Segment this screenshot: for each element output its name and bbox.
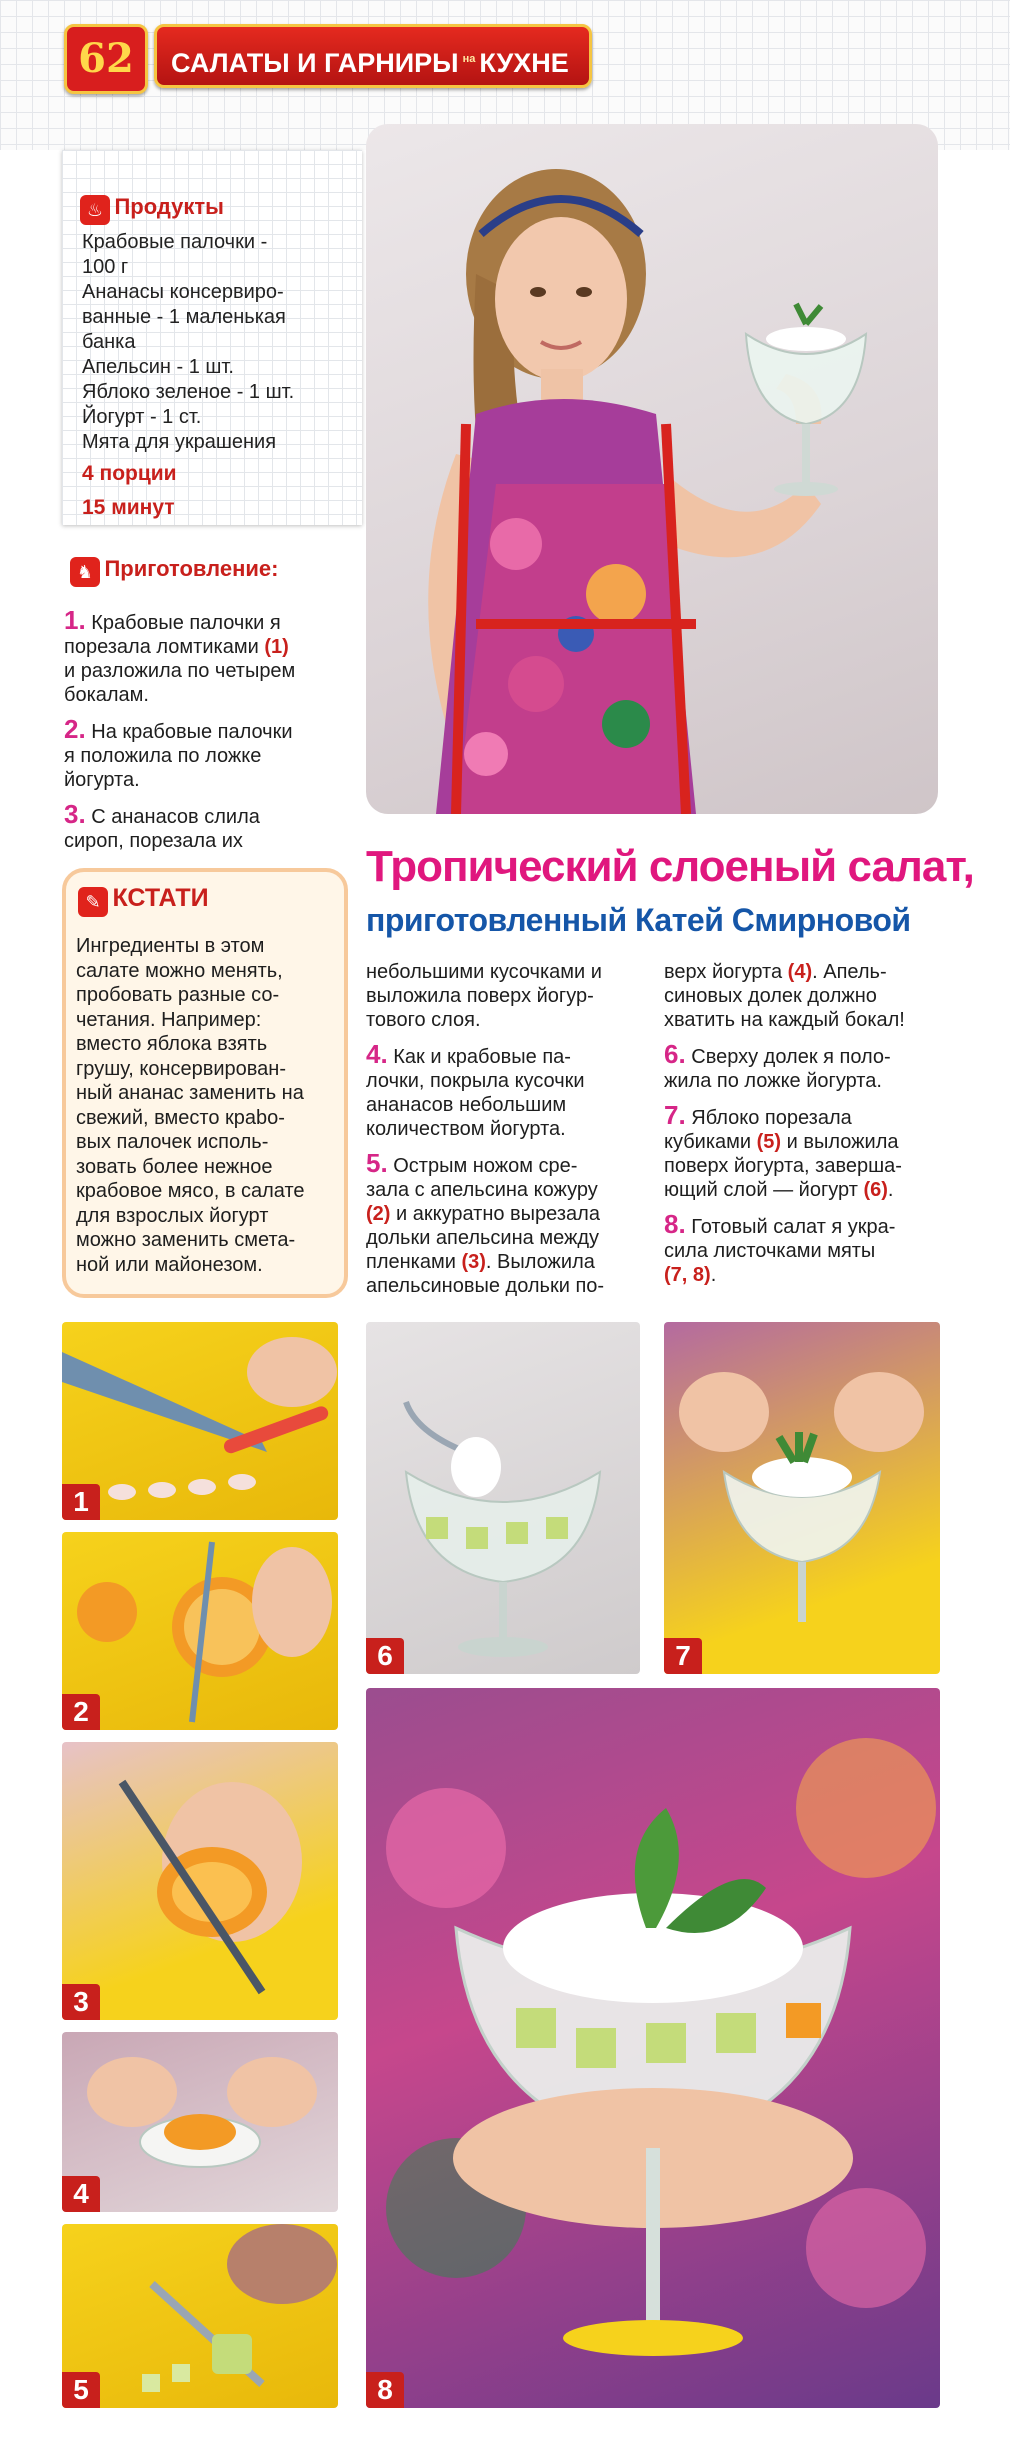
kstati-box	[62, 868, 348, 1298]
step-2-line-a	[64, 714, 354, 744]
step-photo-label: 8	[366, 2372, 404, 2408]
orange-slices-in-glass-illustration	[62, 2032, 338, 2212]
step-photo-label: 7	[664, 1638, 702, 1674]
adding-mint-illustration	[664, 1322, 940, 1674]
bowl-icon: ♨	[80, 195, 110, 225]
products-heading: Продукты	[114, 194, 224, 219]
step-text: С ананасов слила	[91, 806, 260, 828]
prep-heading-row	[70, 556, 278, 587]
step-number: 7.	[664, 1100, 686, 1130]
section-title: САЛАТЫ И ГАРНИРЫ	[171, 48, 459, 78]
product-line: банка	[82, 331, 136, 353]
step-photo-label: 3	[62, 1984, 100, 2020]
recipe-title: Тропический слоеный салат,	[366, 842, 974, 891]
recipe-subtitle: приготовленный Катей Смирновой	[366, 902, 911, 938]
step-1-line-d: бокалам.	[64, 684, 149, 706]
section-banner	[154, 24, 592, 88]
product-line: ванные - 1 маленькая	[82, 306, 286, 328]
text-line: количеством йогурта.	[366, 1118, 566, 1140]
page-number-badge: 62	[64, 24, 148, 94]
step-1-line-c: и разложила по четырем	[64, 660, 296, 682]
step-photo-label: 6	[366, 1638, 404, 1674]
section-tail: КУХНЕ	[479, 48, 569, 78]
step-7-line-d	[664, 1178, 954, 1202]
step-2-line-c: йогурта.	[64, 769, 140, 791]
photo-ref: (5)	[756, 1131, 782, 1153]
step-number: 5.	[366, 1148, 388, 1178]
products-heading-row	[80, 194, 224, 225]
product-line: Яблоко зеленое - 1 шт.	[82, 381, 295, 403]
kstati-line: зовать более нежное	[76, 1155, 273, 1178]
spooning-yogurt-illustration	[366, 1322, 640, 1674]
step-text: На крабовые палочки	[91, 721, 293, 743]
step-3-line-b: сироп, порезала их	[64, 830, 243, 852]
cutting-apple-illustration	[62, 2224, 338, 2408]
text-column-2	[366, 960, 656, 1298]
step-number: 3.	[64, 799, 86, 829]
text-line: выложила поверх йогур-	[366, 985, 594, 1007]
step-4-line-a	[366, 1039, 656, 1069]
girl-illustration	[366, 124, 938, 814]
photo-ref: (4)	[787, 961, 813, 983]
step-number: 2.	[64, 714, 86, 744]
step-photo-label: 1	[62, 1484, 100, 1520]
text-line: небольшими кусочками и	[366, 961, 602, 983]
kstati-line: свежий, вместо краbo-	[76, 1106, 285, 1129]
knife-crab-sticks-illustration	[62, 1322, 338, 1520]
step-8-line-c	[664, 1263, 954, 1287]
cutting-orange-segments-illustration	[62, 1742, 338, 2020]
step-text: Как и крабовые па-	[393, 1046, 571, 1068]
products-list	[82, 230, 362, 455]
step-5-line-a	[366, 1148, 656, 1178]
kstati-text	[76, 934, 346, 1277]
step-number: 6.	[664, 1039, 686, 1069]
step-number: 8.	[664, 1209, 686, 1239]
text-line: жила по ложке йогурта.	[664, 1070, 882, 1092]
step-1-line-a	[64, 605, 354, 635]
step-photo-label: 2	[62, 1694, 100, 1730]
text-line: сила листочками мяты	[664, 1240, 876, 1262]
step-photo-6	[366, 1322, 640, 1674]
col3-line-1	[664, 960, 954, 984]
kstati-heading-row	[78, 884, 209, 917]
products-card	[62, 150, 362, 525]
step-6-line-a	[664, 1039, 954, 1069]
step-number: 1.	[64, 605, 86, 635]
text-line: дольки апельсина между	[366, 1227, 600, 1249]
kstati-line: ный ананас заменить на	[76, 1082, 304, 1104]
kstati-line: можно заменить смета-	[76, 1229, 296, 1251]
photo-ref: (1)	[264, 636, 289, 658]
text-line: лочки, покрыла кусочки	[366, 1070, 585, 1092]
kstati-line: ной или майонезом.	[76, 1253, 263, 1276]
step-photo-4	[62, 2032, 338, 2212]
kstati-line: вых палочек исполь-	[76, 1131, 269, 1153]
portions-label: 4 порции	[82, 462, 177, 485]
text-line: поверх йогурта, заверша-	[664, 1155, 902, 1177]
text-line: синовых долек должно	[664, 985, 877, 1007]
section-small-word: на	[462, 53, 476, 65]
kstati-line: крабовое мясо, в салате	[76, 1180, 305, 1202]
step-text: Готовый салат я укра-	[691, 1216, 896, 1238]
step-text: . Выложила	[485, 1251, 595, 1273]
text-line: зала с апельсина кожуру	[366, 1179, 598, 1201]
step-1-line-b	[64, 635, 354, 659]
step-text: кубиками	[664, 1131, 752, 1153]
prep-heading: Приготовление:	[104, 556, 279, 581]
product-line: 100 г	[82, 256, 129, 278]
step-text: .	[887, 1179, 894, 1201]
step-text: верх йогурта	[664, 961, 783, 983]
time-label: 15 минут	[82, 496, 175, 519]
kstati-line: для взрослых йогурт	[76, 1204, 269, 1227]
step-text: и выложила	[786, 1131, 899, 1153]
chef-hat-icon: ♞	[70, 557, 100, 587]
text-column-3	[664, 960, 954, 1287]
step-photo-label: 5	[62, 2372, 100, 2408]
step-5-line-e	[366, 1250, 656, 1274]
step-text: . Апель-	[812, 961, 887, 983]
step-2-line-b: я положила по ложке	[64, 745, 262, 767]
prep-steps	[64, 605, 354, 853]
girl-portrait-photo	[366, 124, 938, 814]
step-text: Сверху долек я поло-	[691, 1046, 891, 1068]
kstati-line: Ингредиенты в этом	[76, 935, 265, 957]
peeling-orange-illustration	[62, 1532, 338, 1730]
step-number: 4.	[366, 1039, 388, 1069]
step-8-line-a	[664, 1209, 954, 1239]
text-line: апельсиновые дольки по-	[366, 1275, 605, 1297]
kstati-line: пробовать разные со-	[76, 984, 280, 1006]
step-text: пленками	[366, 1251, 456, 1273]
step-text: .	[710, 1264, 717, 1286]
product-line: Апельсин - 1 шт.	[82, 356, 234, 378]
step-text: ющий слой — йогурт	[664, 1179, 858, 1201]
step-text: Острым ножом сре-	[393, 1155, 578, 1177]
step-photo-8	[366, 1688, 940, 2408]
step-3-line-a	[64, 799, 354, 829]
step-text: Крабовые палочки я	[91, 612, 281, 634]
step-5-line-c	[366, 1202, 656, 1226]
text-line: тового слоя.	[366, 1009, 481, 1031]
kstati-line: салате можно менять,	[76, 959, 283, 982]
step-text: порезала ломтиками	[64, 636, 259, 658]
finished-salad-illustration	[366, 1688, 940, 2408]
product-line: Мята для украшения	[82, 431, 277, 453]
step-photo-label: 4	[62, 2176, 100, 2212]
kstati-line: четания. Например:	[76, 1008, 262, 1031]
photo-ref: (7, 8)	[664, 1264, 711, 1286]
step-photo-1	[62, 1322, 338, 1520]
text-line: ананасов небольшим	[366, 1094, 567, 1116]
text-line: хватить на каждый бокал!	[664, 1009, 905, 1031]
step-photo-5	[62, 2224, 338, 2408]
step-photo-7	[664, 1322, 940, 1674]
kstati-line: вместо яблока взять	[76, 1033, 268, 1055]
step-7-line-a	[664, 1100, 954, 1130]
product-line: Йогурт - 1 ст.	[82, 406, 202, 428]
step-photo-3	[62, 1742, 338, 2020]
step-7-line-b	[664, 1130, 954, 1154]
product-line: Ананасы консервиро-	[82, 281, 284, 303]
kstati-line: грушу, консервирован-	[76, 1057, 287, 1080]
photo-ref: (6)	[863, 1179, 888, 1201]
pencil-icon: ✎	[78, 887, 108, 917]
step-text: и аккуратно вырезала	[396, 1203, 600, 1225]
step-text: Яблоко порезала	[691, 1107, 852, 1129]
kstati-heading: КСТАТИ	[112, 884, 209, 912]
product-line: Крабовые палочки -	[82, 231, 268, 253]
photo-ref: (3)	[461, 1251, 486, 1273]
photo-ref: (2)	[366, 1203, 391, 1225]
step-photo-2	[62, 1532, 338, 1730]
